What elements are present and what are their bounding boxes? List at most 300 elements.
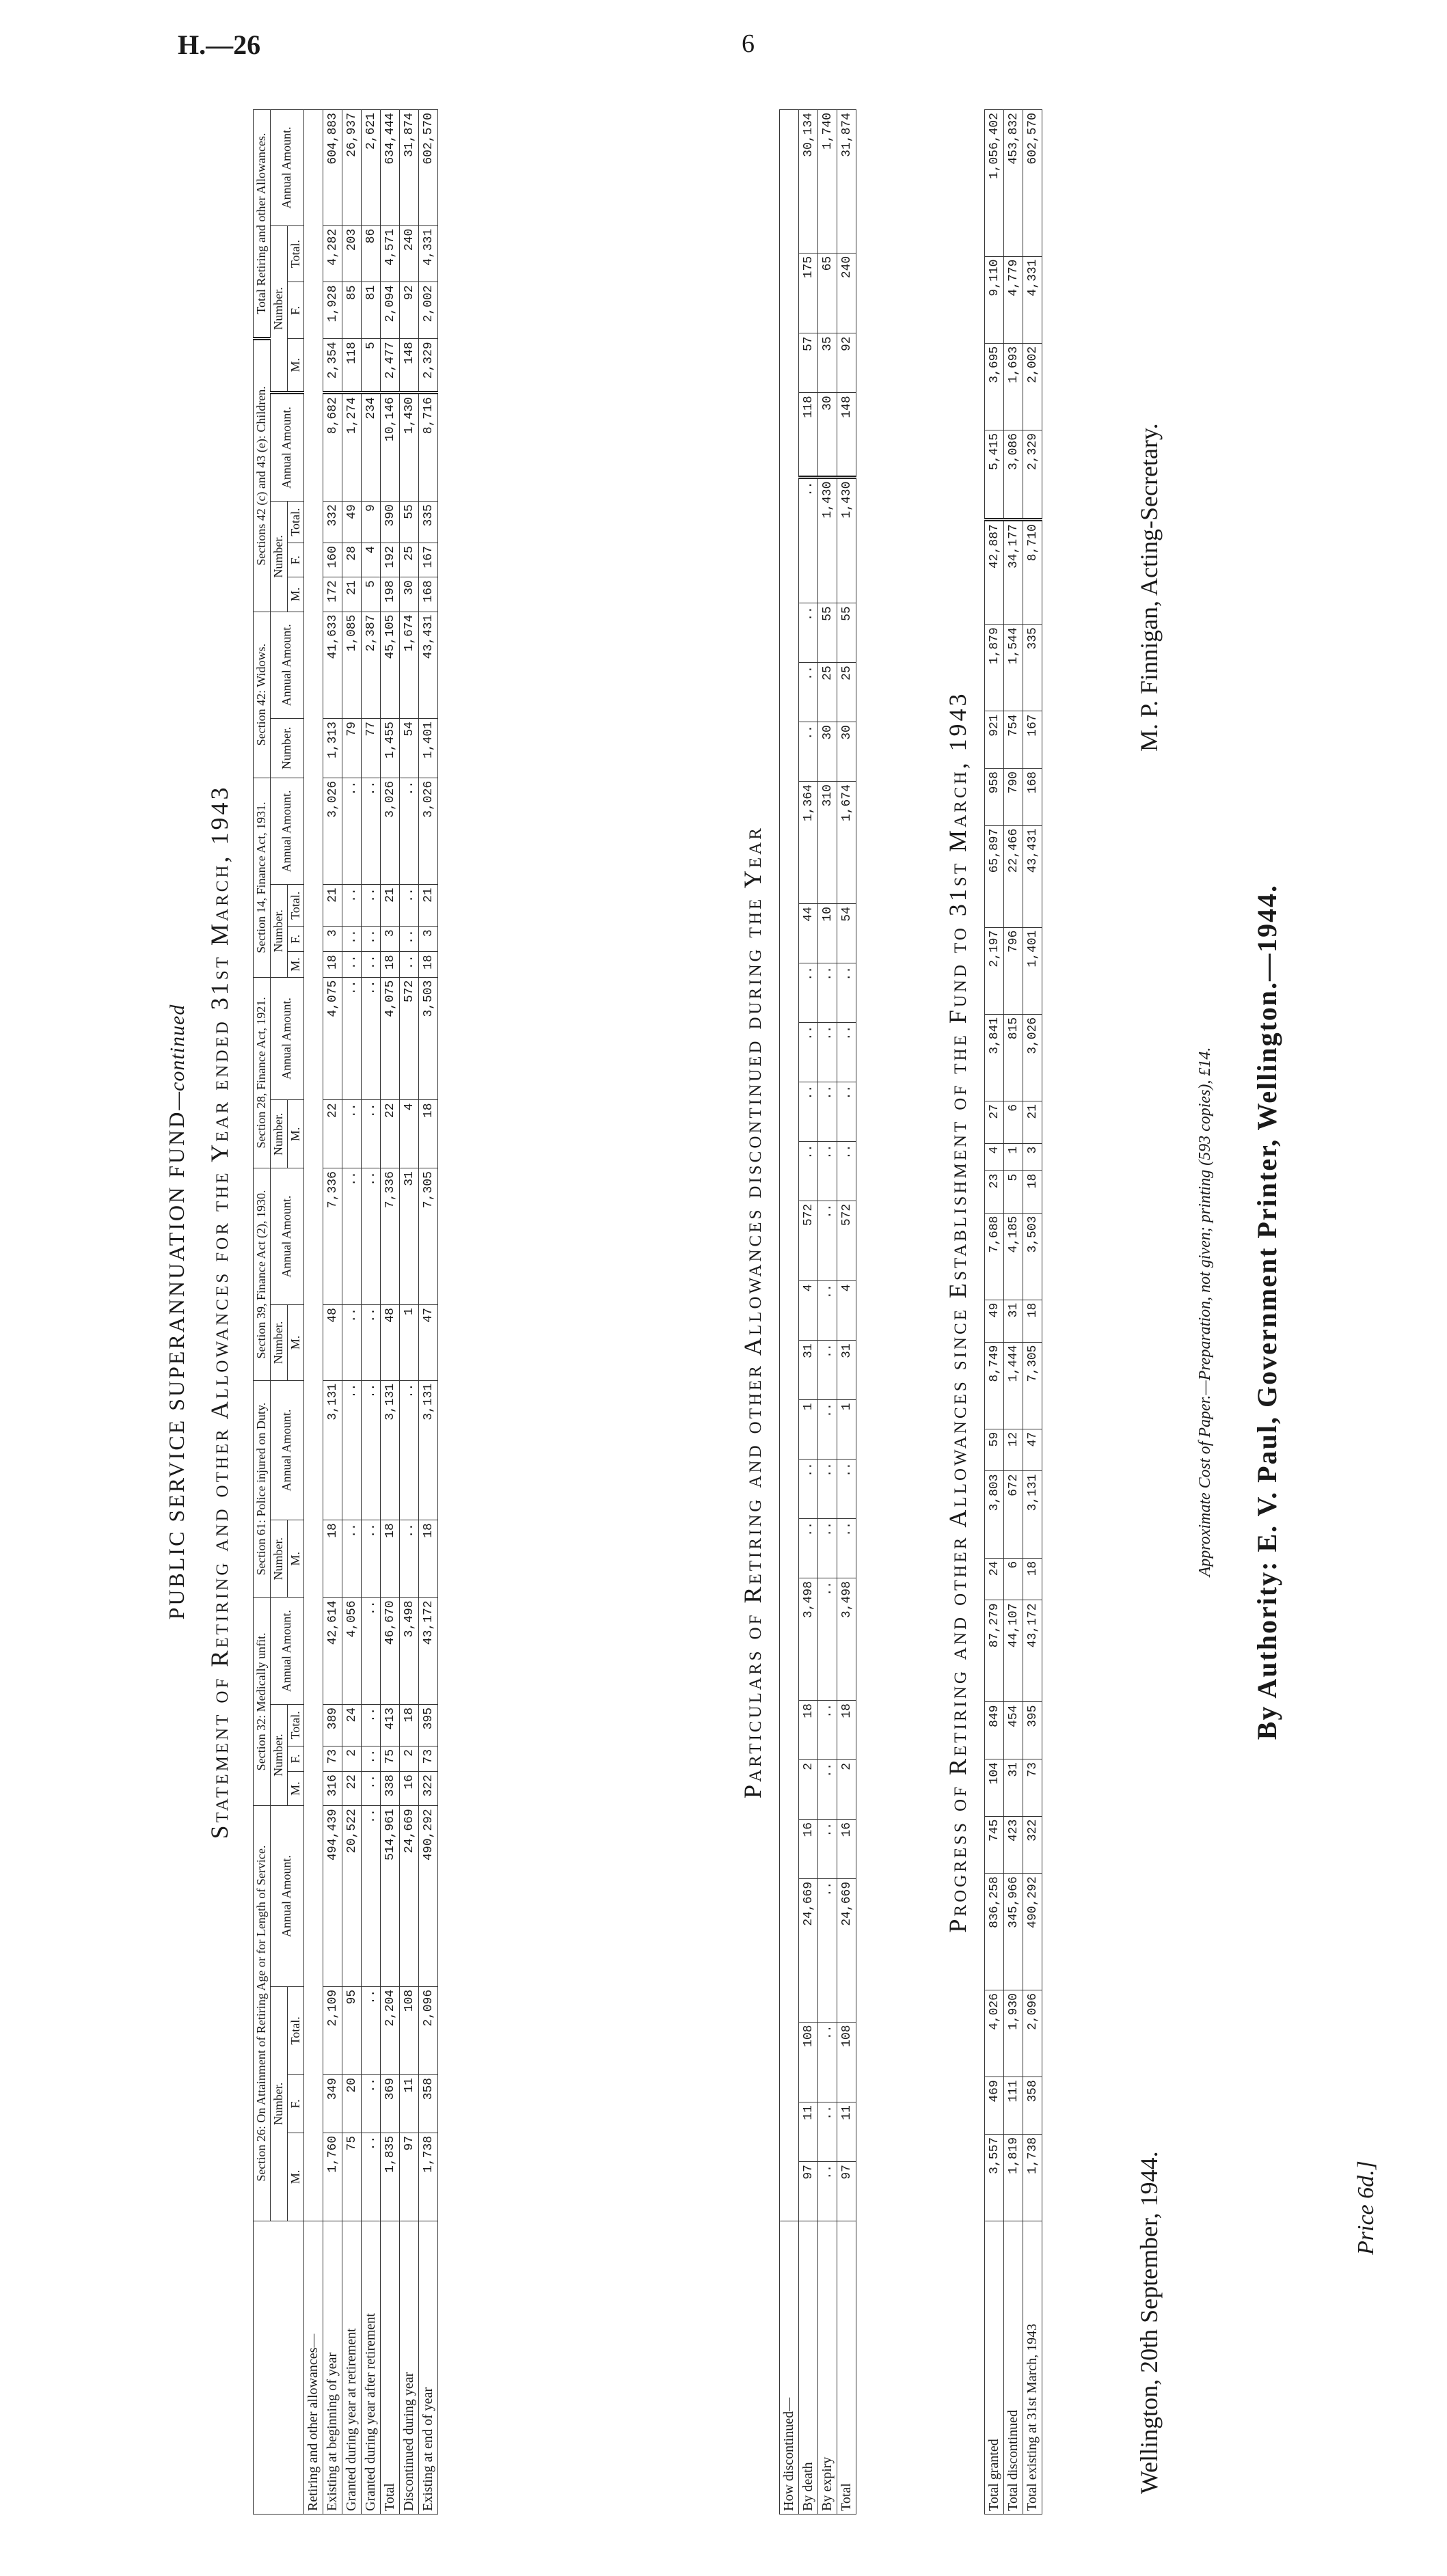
- table-cell: 44,107: [1004, 1600, 1023, 1702]
- column-subheading: M.: [287, 2133, 304, 2221]
- table-cell: 81: [362, 282, 381, 339]
- column-subheading: F.: [287, 1746, 304, 1771]
- row-label: Total discontinued: [1004, 2221, 1023, 2515]
- table-cell: 25: [818, 663, 837, 722]
- column-subheading: F.: [287, 282, 304, 339]
- table-cell: 44: [799, 904, 818, 963]
- table-cell: 104: [985, 1759, 1004, 1817]
- table-cell: 97: [837, 2162, 856, 2221]
- table-cell: 240: [837, 253, 856, 333]
- table-cell: 2,477: [381, 339, 400, 393]
- table-cell: 395: [419, 1704, 438, 1746]
- table-row: [985, 110, 1004, 2515]
- table-cell: 490,292: [1023, 1874, 1042, 1990]
- row-label: Existing at end of year: [419, 2221, 438, 2515]
- table-cell: 1: [837, 1400, 856, 1460]
- table-cell: 453,832: [1004, 110, 1023, 257]
- table-cell: 2,002: [1023, 343, 1042, 430]
- table-cell: 7,336: [323, 1168, 342, 1305]
- column-group-heading: Section 14, Finance Act, 1931.: [254, 778, 271, 977]
- table-cell: 1,674: [400, 612, 419, 719]
- table-cell: ..: [799, 1082, 818, 1141]
- row-label: Granted during year at retirement: [342, 2221, 362, 2515]
- table-cell: 46,670: [381, 1598, 400, 1705]
- table-cell: 54: [400, 719, 419, 778]
- table-cell: ..: [818, 2022, 837, 2102]
- table-cell: 65: [818, 253, 837, 333]
- table-cell: 108: [400, 1986, 419, 2074]
- table-cell: 7,305: [419, 1168, 438, 1305]
- table-cell: 11: [799, 2102, 818, 2162]
- table-cell: 349: [323, 2074, 342, 2133]
- table-cell: 322: [1023, 1816, 1042, 1874]
- table-cell: ..: [342, 977, 362, 1100]
- table-cell: 21: [1023, 1101, 1042, 1143]
- column-group-heading: Section 42: Widows.: [254, 612, 271, 778]
- table-cell: 75: [342, 2133, 362, 2221]
- table-cell: ..: [818, 1519, 837, 1578]
- table-cell: 2,096: [419, 1986, 438, 2074]
- table-cell: 43,431: [1023, 825, 1042, 927]
- table-cell: 4,331: [1023, 256, 1042, 343]
- section-title-discontinued: Particulars of Retiring and other Allowances discontinued during the Year: [739, 825, 766, 1798]
- table-cell: 16: [400, 1772, 419, 1806]
- discontinued-table-body: [780, 110, 856, 2515]
- table-cell: ..: [799, 1022, 818, 1082]
- column-group-heading: Section 26: On Attainment of Retiring Age or for Length of Service.: [254, 1806, 271, 2221]
- row-label: Discontinued during year: [400, 2221, 419, 2515]
- table-cell: ..: [818, 1578, 837, 1701]
- table-cell: ..: [362, 1380, 381, 1520]
- column-subheading: Annual Amount.: [270, 612, 304, 719]
- table-cell: ..: [400, 927, 419, 952]
- table-cell: 3: [381, 927, 400, 952]
- table-cell: 3,503: [419, 977, 438, 1100]
- table-cell: 21: [419, 885, 438, 927]
- table-cell: 54: [837, 904, 856, 963]
- table-cell: 4: [985, 1143, 1004, 1170]
- table-cell: 198: [381, 577, 400, 612]
- table-cell: ..: [362, 1100, 381, 1168]
- column-subheading: Annual Amount.: [270, 1168, 304, 1305]
- table-cell: ..: [342, 885, 362, 927]
- table-cell: 118: [342, 339, 362, 393]
- column-subheading: Annual Amount.: [270, 393, 304, 502]
- column-subheading: M.: [287, 1100, 304, 1168]
- table-cell: 118: [799, 393, 818, 477]
- table-cell: 168: [1023, 769, 1042, 826]
- column-subheading: Annual Amount.: [270, 778, 304, 885]
- table-cell: 1,401: [1023, 927, 1042, 1014]
- table-cell: ..: [818, 2162, 837, 2221]
- table-cell: ..: [818, 1819, 837, 1878]
- table-cell: 22: [381, 1100, 400, 1168]
- table-cell: 108: [799, 2022, 818, 2102]
- table-cell: 4,075: [323, 977, 342, 1100]
- table-cell: 335: [419, 502, 438, 543]
- table-cell: 85: [342, 282, 362, 339]
- discontinued-table: [779, 109, 856, 2515]
- table-cell: 4,282: [323, 225, 342, 282]
- table-cell: 42,887: [985, 520, 1004, 625]
- table-cell: 77: [362, 719, 381, 778]
- table-cell: 148: [837, 393, 856, 477]
- table-cell: 167: [1023, 711, 1042, 769]
- column-subheading: Number.: [270, 225, 287, 392]
- table-cell: 2: [342, 1746, 362, 1771]
- table-cell: 31: [1004, 1300, 1023, 1342]
- blank-cell: [780, 110, 799, 2221]
- table-cell: 3,498: [837, 1578, 856, 1701]
- cost-note: Approximate Cost of Paper.—Preparation, not given; printing (593 copies), £14.: [1196, 1047, 1214, 1577]
- table-cell: ..: [362, 1704, 381, 1746]
- table-cell: 4,026: [985, 1990, 1004, 2077]
- table-cell: 18: [381, 952, 400, 977]
- table-cell: 1,401: [419, 719, 438, 778]
- table-cell: 1,693: [1004, 343, 1023, 430]
- table-cell: 1,738: [419, 2133, 438, 2221]
- table-cell: 27: [985, 1101, 1004, 1143]
- table-cell: 192: [381, 543, 400, 577]
- table-cell: 10,146: [381, 393, 400, 502]
- table-cell: ..: [342, 1168, 362, 1305]
- table-cell: 3: [419, 927, 438, 952]
- table-cell: 572: [837, 1201, 856, 1281]
- table-cell: 20,522: [342, 1806, 362, 1987]
- column-subheading: Number.: [270, 1520, 287, 1598]
- column-group-heading: Total Retiring and other Allowances.: [254, 110, 271, 339]
- table-cell: 18: [1023, 1300, 1042, 1342]
- table-cell: ..: [400, 885, 419, 927]
- document-title-text: PUBLIC SERVICE SUPERANNUATION FUND: [164, 1110, 189, 1620]
- table-cell: 25: [837, 663, 856, 722]
- table-cell: ..: [818, 1082, 837, 1141]
- table-cell: 111: [1004, 2077, 1023, 2135]
- table-cell: 22,466: [1004, 825, 1023, 927]
- header-row-sub: [270, 110, 287, 2515]
- table-cell: 18: [799, 1701, 818, 1760]
- table-cell: 2,354: [323, 339, 342, 393]
- row-label: Total granted: [985, 2221, 1004, 2515]
- table-cell: 423: [1004, 1816, 1023, 1874]
- table-cell: 148: [400, 339, 419, 393]
- table-cell: 3,026: [419, 778, 438, 885]
- table-cell: 4,075: [381, 977, 400, 1100]
- table-cell: ..: [342, 927, 362, 952]
- table-row: [381, 110, 400, 2515]
- table-cell: 2: [799, 1759, 818, 1819]
- table-cell: 358: [1023, 2077, 1042, 2135]
- table-cell: 73: [1023, 1759, 1042, 1817]
- statement-table: [253, 109, 438, 2515]
- table-cell: 2,109: [323, 1986, 342, 2074]
- table-cell: 31: [1004, 1759, 1023, 1817]
- table-cell: 43,172: [419, 1598, 438, 1705]
- table-cell: 572: [799, 1201, 818, 1281]
- document-title: [164, 96, 189, 2528]
- table-cell: 55: [818, 603, 837, 663]
- table-cell: 87,279: [985, 1600, 1004, 1702]
- table-cell: 2,387: [362, 612, 381, 719]
- column-subheading: Annual Amount.: [270, 1806, 304, 1987]
- table-cell: 18: [323, 952, 342, 977]
- table-cell: 345,966: [1004, 1874, 1023, 1990]
- row-label: Granted during year after retirement: [362, 2221, 381, 2515]
- table-cell: 5,415: [985, 430, 1004, 519]
- table-cell: 12: [1004, 1429, 1023, 1471]
- table-cell: 11: [400, 2074, 419, 2133]
- table-cell: 3,557: [985, 2134, 1004, 2221]
- column-subheading: Total.: [287, 225, 304, 282]
- table-cell: 175: [799, 253, 818, 333]
- table-cell: 160: [323, 543, 342, 577]
- table-cell: 73: [419, 1746, 438, 1771]
- table-cell: 958: [985, 769, 1004, 826]
- table-cell: ..: [837, 1519, 856, 1578]
- table-cell: 1,738: [1023, 2134, 1042, 2221]
- table-cell: 2,621: [362, 110, 381, 226]
- table-cell: 369: [381, 2074, 400, 2133]
- column-group-heading: Sections 42 (c) and 43 (e): Children.: [254, 339, 271, 612]
- table-cell: 24,669: [837, 1878, 856, 2022]
- table-cell: 1,430: [837, 477, 856, 603]
- table-cell: ..: [362, 1168, 381, 1305]
- table-cell: 8,710: [1023, 520, 1042, 625]
- table-cell: 24,669: [400, 1806, 419, 1987]
- table-cell: 790: [1004, 769, 1023, 826]
- section-title-progress: Progress of Retiring and other Allowances since Establishment of the Fund to 31st March, 1943: [944, 691, 971, 1933]
- header-row-groups: [254, 110, 271, 2515]
- table-cell: ..: [362, 778, 381, 885]
- table-cell: 30: [818, 393, 837, 477]
- table-cell: 8,682: [323, 393, 342, 502]
- table-cell: 203: [342, 225, 362, 282]
- table-cell: 79: [342, 719, 362, 778]
- table-cell: ..: [818, 1281, 837, 1341]
- table-cell: 57: [799, 333, 818, 393]
- table-cell: 2,329: [1023, 430, 1042, 519]
- table-cell: 18: [323, 1520, 342, 1598]
- table-cell: ..: [818, 1400, 837, 1460]
- table-cell: 1,835: [381, 2133, 400, 2221]
- table-cell: 30: [818, 722, 837, 782]
- table-cell: 1,085: [342, 612, 362, 719]
- table-cell: ..: [799, 477, 818, 603]
- column-subheading: Annual Amount.: [270, 1598, 304, 1705]
- table-cell: 796: [1004, 927, 1023, 1014]
- table-cell: 4,779: [1004, 256, 1023, 343]
- table-cell: 18: [381, 1520, 400, 1598]
- column-group-heading: Section 32: Medically unfit.: [254, 1598, 271, 1806]
- column-subheading: M.: [287, 952, 304, 977]
- table-cell: 18: [419, 952, 438, 977]
- table-cell: 490,292: [419, 1806, 438, 1987]
- table-cell: 30,134: [799, 110, 818, 254]
- table-cell: 602,570: [419, 110, 438, 226]
- table-cell: 469: [985, 2077, 1004, 2135]
- table-cell: 16: [799, 1819, 818, 1878]
- table-cell: ..: [837, 1460, 856, 1519]
- table-cell: 8,749: [985, 1342, 1004, 1429]
- table-cell: 1,879: [985, 625, 1004, 711]
- table-cell: 9: [362, 502, 381, 543]
- table-cell: ..: [342, 1100, 362, 1168]
- table-cell: 3,803: [985, 1471, 1004, 1558]
- table-cell: ..: [818, 1759, 837, 1819]
- table-cell: ..: [342, 952, 362, 977]
- table-cell: 3,695: [985, 343, 1004, 430]
- row-label: Total existing at 31st March, 1943: [1023, 2221, 1042, 2515]
- table-cell: 28: [342, 543, 362, 577]
- table-cell: 8,716: [419, 393, 438, 502]
- table-cell: 310: [818, 782, 837, 904]
- table-cell: 4: [837, 1281, 856, 1341]
- table-cell: 5: [1004, 1170, 1023, 1213]
- table-cell: ..: [818, 2102, 837, 2162]
- table-cell: 167: [419, 543, 438, 577]
- table-cell: 1,544: [1004, 625, 1023, 711]
- table-cell: ..: [818, 1701, 837, 1760]
- table-cell: 18: [1023, 1170, 1042, 1213]
- table-cell: 30: [400, 577, 419, 612]
- column-group-heading: Section 28, Finance Act, 1921.: [254, 977, 271, 1168]
- table-cell: 1,760: [323, 2133, 342, 2221]
- table-cell: 4,056: [342, 1598, 362, 1705]
- table-cell: 358: [419, 2074, 438, 2133]
- table-cell: 1,930: [1004, 1990, 1023, 2077]
- table-cell: ..: [362, 1806, 381, 1987]
- column-subheading: Number.: [270, 1704, 287, 1805]
- table-cell: 6: [1004, 1101, 1023, 1143]
- table-cell: 31,874: [837, 110, 856, 254]
- table-cell: 22: [342, 1772, 362, 1806]
- column-subheading: Number.: [270, 502, 287, 612]
- column-subheading: Annual Amount.: [270, 110, 304, 226]
- table-cell: ..: [799, 963, 818, 1023]
- table-cell: 849: [985, 1702, 1004, 1759]
- table-cell: ..: [362, 952, 381, 977]
- table-cell: ..: [837, 1022, 856, 1082]
- table-cell: 316: [323, 1772, 342, 1806]
- table-cell: 24: [342, 1704, 362, 1746]
- table-cell: ..: [818, 1460, 837, 1519]
- column-subheading: Number.: [270, 1305, 287, 1381]
- table-cell: 604,883: [323, 110, 342, 226]
- column-subheading: Total.: [287, 1986, 304, 2074]
- table-cell: ..: [400, 1380, 419, 1520]
- table-cell: 97: [400, 2133, 419, 2221]
- table-cell: 3,498: [799, 1578, 818, 1701]
- table-cell: ..: [362, 1986, 381, 2074]
- table-cell: 108: [837, 2022, 856, 2102]
- rotated-landscape-page: [123, 96, 1422, 2528]
- table-cell: 572: [400, 977, 419, 1100]
- table-cell: 48: [381, 1305, 400, 1381]
- table-row: [799, 110, 818, 2515]
- table-cell: 3,498: [400, 1598, 419, 1705]
- table-cell: 2,329: [419, 339, 438, 393]
- column-group-heading: Section 61: Police injured on Duty.: [254, 1380, 271, 1598]
- table-cell: 4: [400, 1100, 419, 1168]
- table-cell: 2,096: [1023, 1990, 1042, 2077]
- table-cell: 240: [400, 225, 419, 282]
- table-cell: 172: [323, 577, 342, 612]
- date-line: Wellington, 20th September, 1944.: [1135, 2151, 1163, 2494]
- table-cell: 1: [799, 1400, 818, 1460]
- table-cell: 18: [400, 1704, 419, 1746]
- row-label: By death: [799, 2221, 818, 2515]
- table-cell: 31: [837, 1341, 856, 1400]
- column-subheading: F.: [287, 543, 304, 577]
- column-subheading: Number.: [270, 1100, 287, 1168]
- table-cell: ..: [818, 1141, 837, 1201]
- table-cell: 18: [837, 1701, 856, 1760]
- table-cell: 322: [419, 1772, 438, 1806]
- table-cell: 42,614: [323, 1598, 342, 1705]
- table-cell: 3,026: [381, 778, 400, 885]
- signature-line: M. P. Finnigan, Acting-Secretary.: [1135, 423, 1163, 752]
- table-cell: 389: [323, 1704, 342, 1746]
- table-cell: ..: [799, 1519, 818, 1578]
- table-cell: 7,336: [381, 1168, 400, 1305]
- table-cell: 3,131: [323, 1380, 342, 1520]
- table-cell: 338: [381, 1772, 400, 1806]
- table-cell: 43,172: [1023, 1600, 1042, 1702]
- table-row: [304, 110, 323, 2515]
- table-cell: 2: [400, 1746, 419, 1771]
- table-cell: ..: [837, 963, 856, 1023]
- table-cell: ..: [837, 1141, 856, 1201]
- table-cell: 1,740: [818, 110, 837, 254]
- table-cell: 634,444: [381, 110, 400, 226]
- table-row: [818, 110, 837, 2515]
- row-label: Total: [837, 2221, 856, 2515]
- table-cell: 3,841: [985, 1014, 1004, 1101]
- table-cell: ..: [362, 1520, 381, 1598]
- table-cell: 10: [818, 904, 837, 963]
- table-cell: 4,571: [381, 225, 400, 282]
- table-cell: 2,094: [381, 282, 400, 339]
- table-cell: 1,313: [323, 719, 342, 778]
- table-cell: 815: [1004, 1014, 1023, 1101]
- table-cell: 49: [342, 502, 362, 543]
- table-cell: ..: [799, 603, 818, 663]
- table-row: [342, 110, 362, 2515]
- column-subheading: M.: [287, 339, 304, 393]
- table-cell: 49: [985, 1300, 1004, 1342]
- table-cell: 18: [419, 1100, 438, 1168]
- table-cell: 21: [323, 885, 342, 927]
- table-row: [419, 110, 438, 2515]
- table-cell: 335: [1023, 625, 1042, 711]
- row-label: By expiry: [818, 2221, 837, 2515]
- table-cell: 47: [419, 1305, 438, 1381]
- table-cell: ..: [362, 977, 381, 1100]
- table-cell: 1: [400, 1305, 419, 1381]
- table-cell: 9,110: [985, 256, 1004, 343]
- table-cell: ..: [362, 1305, 381, 1381]
- table-cell: 73: [323, 1746, 342, 1771]
- table-cell: 97: [799, 2162, 818, 2221]
- table-cell: 1,674: [837, 782, 856, 904]
- table-cell: 48: [323, 1305, 342, 1381]
- table-cell: ..: [799, 1460, 818, 1519]
- table-cell: 1,430: [400, 393, 419, 502]
- table-cell: 3: [1023, 1143, 1042, 1170]
- column-subheading: M.: [287, 1772, 304, 1806]
- table-cell: ..: [818, 1201, 837, 1281]
- table-cell: ..: [362, 885, 381, 927]
